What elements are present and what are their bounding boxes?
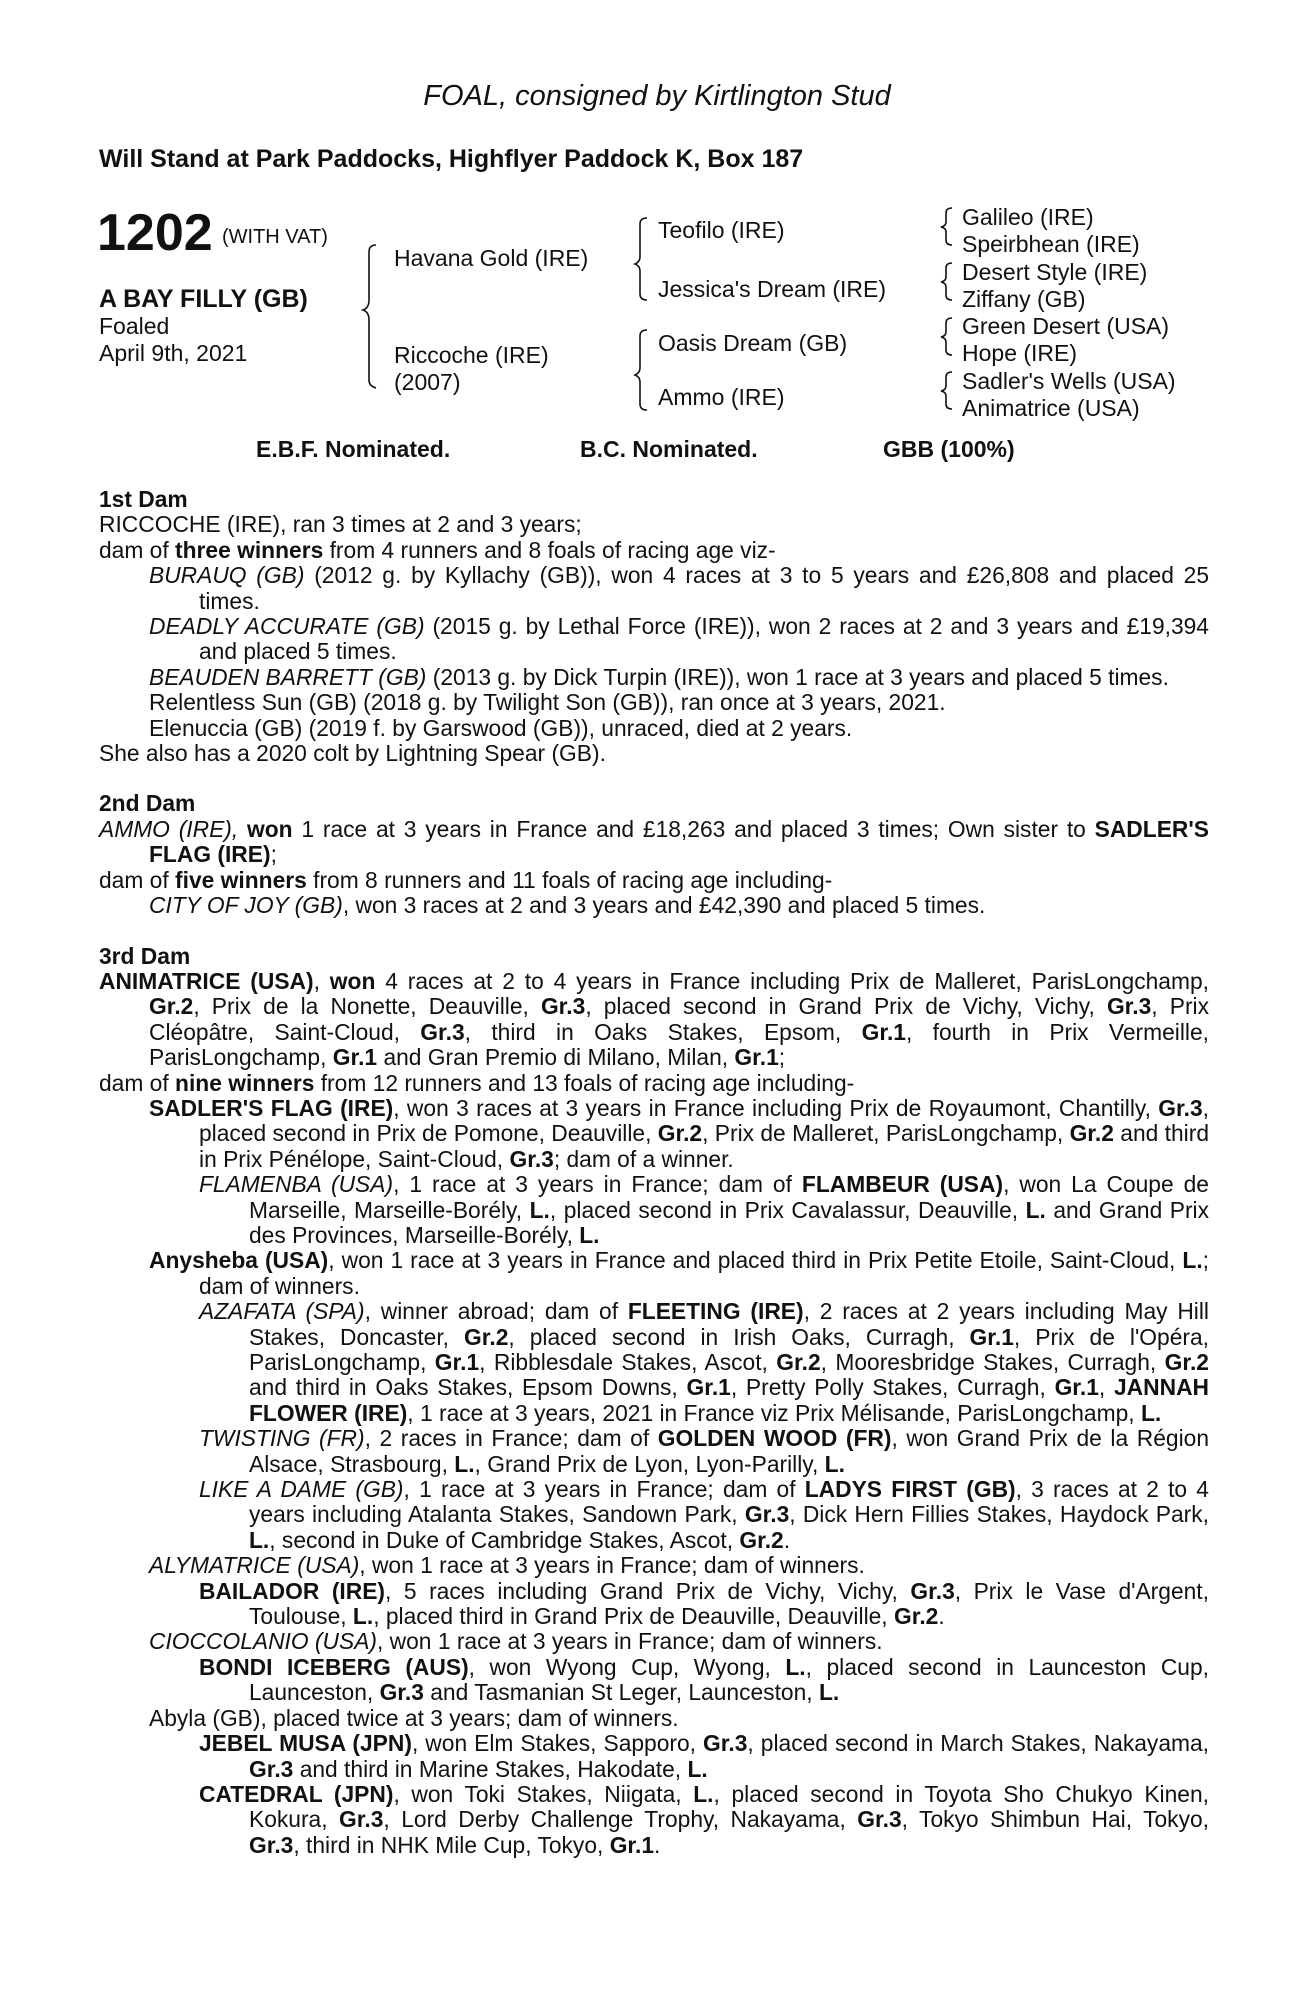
bold-text: Gr.3 [379,1679,424,1706]
bold-text: Gr.2 [1069,1120,1114,1147]
entry-text: , 3 races at 2 to 4 years including Atalanta Stakes, Sandown Park, [249,1476,1209,1528]
bold-text: Gr.3 [249,1755,294,1782]
entry-text: and Gran Premio di Milano, Milan, [377,1044,735,1071]
bold-text: CATEDRAL (JPN) [199,1780,394,1807]
entry-text: ; [270,841,277,868]
entry-text: from 4 runners and 8 foals of racing age viz- [323,536,776,563]
pedigree-entry [99,893,1209,918]
bold-text: Gr.1 [734,1044,779,1071]
entry-text: , Prix de Malleret, ParisLongchamp, [702,1120,1070,1147]
pedigree-entry [99,1426,1209,1477]
bold-text: Gr.1 [609,1831,655,1858]
entry-text: , won 3 races at 3 years in France including Prix de Royaumont, Chantilly, [393,1094,1159,1121]
pedigree-entry [99,741,1209,766]
entry-text: , fourth in Prix Vermeille, ParisLongchamp, [149,1018,1210,1071]
italic-text: DEADLY ACCURATE (GB) [149,613,425,640]
pedigree-entry [99,1096,1209,1172]
entry-text: , Prix de l'Opéra, ParisLongchamp, [249,1323,1210,1375]
ebf-nomination: E.B.F. Nominated. [256,436,451,462]
bold-text: won [238,815,293,842]
bold-text: SADLER'S FLAG (IRE) [149,1094,394,1121]
entry-text: Relentless Sun (GB) (2018 g. by Twilight Son (GB)), ran once at 3 years, 2021. [149,689,946,716]
bold-text: L. [693,1780,714,1807]
pedigree-entry [99,512,1209,537]
bold-text: three winners [175,536,324,563]
entry-text: and Grand Prix des Provinces, Marseille-Borély, [249,1196,1210,1248]
entry-text: and third in Oaks Stakes, Epsom Downs, [249,1374,687,1401]
bold-text: Gr.2 [1164,1349,1209,1375]
pedigree-sire-dam: Jessica's Dream (IRE) [658,276,887,302]
entry-text: , won 3 races at 2 and 3 years and £42,390 and placed 5 times. [342,892,986,919]
lot-description: A BAY FILLY (GB) [99,285,308,313]
entry-text: ; dam of winners. [199,1247,1209,1299]
pedigree-entry [99,1477,1209,1553]
pedigree-g3: Desert Style (IRE) [962,259,1148,285]
foaled-date: April 9th, 2021 [99,340,248,366]
pedigree-entry [99,1071,1209,1096]
bold-text: Gr.3 [509,1145,554,1172]
bold-text: Gr.2 [776,1349,821,1375]
lot-number: 1202 [97,204,213,262]
entry-text: , placed second in Prix de Pomone, Deauville, [199,1094,1209,1147]
entry-text: , Grand Prix de Lyon, Lyon-Parilly, [474,1450,825,1477]
bold-text: nine winners [175,1069,315,1096]
pedigree-dam: Riccoche (IRE) [394,342,549,368]
pedigree-entry [99,1579,1209,1630]
entry-text: (2012 g. by Kyllachy (GB)), won 4 races at 3 to 5 years and £26,808 and placed 25 times. [199,562,1209,614]
entry-text: , won Grand Prix de la Région Alsace, Strasbourg, [249,1425,1209,1477]
italic-text: ALYMATRICE (USA) [149,1552,360,1579]
pedigree-entry [99,868,1209,893]
entry-text: . [783,1526,791,1553]
entry-text: , 5 races including Grand Prix de Vichy, Vichy, [385,1577,911,1604]
bold-text: SADLER'S FLAG (IRE) [149,815,1209,868]
entry-text: from 8 runners and 11 foals of racing age including- [306,866,833,893]
bold-text: Gr.3 [857,1806,902,1833]
entry-text: dam of [99,866,176,893]
entry-text: , Tokyo Shimbun Hai, Tokyo, [901,1806,1209,1833]
bold-text: JEBEL MUSA (JPN) [199,1730,412,1757]
pedigree-entry [99,538,1209,563]
entry-text: . [654,1831,661,1858]
pedigree-g6: Hope (IRE) [962,340,1078,366]
bold-text: Gr.3 [339,1806,384,1833]
entry-text: , won Elm Stakes, Sapporo, [411,1730,704,1757]
bold-text: L. [454,1450,475,1477]
bold-text: L. [824,1450,845,1477]
entry-text: , Pretty Polly Stakes, Curragh, [730,1374,1055,1401]
entry-text: dam of [99,536,176,563]
italic-text: BEAUDEN BARRETT (GB) [149,663,427,690]
pedigree-entry [99,1248,1209,1299]
entry-text: , third in NHK Mile Cup, Tokyo, [293,1831,610,1858]
entry-text: , Prix le Vase d'Argent, Toulouse, [249,1577,1209,1630]
bold-text: L. [249,1526,270,1553]
pedigree-entry [99,1782,1209,1858]
entry-text: , won 1 race at 3 years in France and placed third in Prix Petite Etoile, Saint-Cloud, [328,1247,1183,1274]
foaled-label: Foaled [99,313,170,339]
pedigree-entry [99,563,1209,614]
pedigree-entry [99,1706,1209,1731]
pedigree-dam-sire: Oasis Dream (GB) [658,330,848,356]
bold-text: BAILADOR (IRE) [199,1577,386,1604]
entry-text: and third in Marine Stakes, Hakodate, [293,1755,688,1782]
stand-location: Will Stand at Park Paddocks, Highflyer Paddock K, Box 187 [99,145,804,173]
entry-text: RICCOCHE (IRE), ran 3 times at 2 and 3 years; [99,511,582,538]
pedigree-g5: Green Desert (USA) [962,313,1170,339]
catalogue-body [99,487,1209,1858]
pedigree-entry [99,665,1209,690]
bold-text: Gr.1 [969,1323,1014,1350]
pedigree-entry [99,1299,1209,1426]
pedigree-entry [99,690,1209,715]
entry-text: , Prix Cléopâtre, Saint-Cloud, [149,993,1209,1045]
bold-text: Gr.3 [703,1730,748,1757]
bold-text: L. [785,1653,806,1680]
bold-text: L. [529,1196,550,1223]
bold-text: Gr.1 [332,1044,378,1071]
entry-text: , 2 races in France; dam of [364,1425,658,1452]
bc-nomination: B.C. Nominated. [580,436,758,462]
italic-text: BURAUQ (GB) [149,562,305,589]
entry-text: . [938,1603,945,1630]
bold-text: five winners [175,866,307,893]
pedigree-entry [99,1172,1209,1248]
entry-text: She also has a 2020 colt by Lightning Spear (GB). [99,740,606,767]
entry-text: , won 1 race at 3 years in France; dam of winners. [359,1552,865,1579]
bold-text: L. [818,1679,840,1706]
italic-text: AMMO (IRE), [99,815,239,842]
entry-text: , placed second in Irish Oaks, Curragh, [508,1323,970,1350]
entry-text: 4 races at 2 to 4 years in France including Prix de Malleret, ParisLongchamp, [375,967,1209,994]
section-heading: 3rd Dam [99,942,191,969]
pedigree-entry [99,614,1209,665]
bold-text: Gr.2 [464,1323,509,1350]
pedigree-dam-year: (2007) [394,369,461,395]
bold-text: FLEETING (IRE) [627,1298,804,1325]
entry-text: ; dam of a winner. [553,1145,734,1172]
pedigree-sire: Havana Gold (IRE) [394,245,589,271]
page-title: FOAL, consigned by Kirtlington Stud [423,80,891,112]
entry-text: , Ribblesdale Stakes, Ascot, [479,1349,777,1375]
pedigree-entry [99,969,1209,1071]
italic-text: CITY OF JOY (GB) [149,892,343,919]
bold-text: Gr.3 [249,1831,294,1858]
entry-text: , placed second in Toyota Sho Chukyo Kinen, Kokura, [249,1780,1209,1833]
section-heading: 1st Dam [99,486,188,512]
entry-text: , won 1 race at 3 years in France; dam of winners. [377,1628,883,1655]
section-heading: 2nd Dam [99,790,196,817]
italic-text: TWISTING (FR) [199,1425,365,1452]
bold-text: GOLDEN WOOD (FR) [657,1425,892,1452]
bold-text: Gr.3 [540,993,586,1020]
pedigree-g1: Galileo (IRE) [962,204,1094,230]
entry-text: Abyla (GB), placed twice at 3 years; dam of winners. [149,1704,679,1731]
italic-text: LIKE A DAME (GB) [199,1476,404,1503]
pedigree-entry [99,1629,1209,1654]
entry-text: , Prix de la Nonette, Deauville, [193,993,541,1020]
bold-text: L. [687,1755,708,1782]
entry-text: , placed second in Grand Prix de Vichy, Vichy, [585,993,1107,1020]
bold-text: L. [1182,1247,1203,1274]
entry-text: , won Toki Stakes, Niigata, [393,1780,694,1807]
bold-text: Gr.3 [1158,1094,1203,1121]
entry-text: , placed third in Grand Prix de Deauville, Deauville, [373,1603,894,1630]
entry-text: (2015 g. by Lethal Force (IRE)), won 2 races at 2 and 3 years and £19,394 and placed 5 times. [199,613,1209,665]
pedigree-entry [99,1655,1209,1706]
bold-text: Gr.2 [149,993,194,1020]
vat-note: (WITH VAT) [222,226,328,248]
bold-text: Gr.3 [910,1577,955,1604]
entry-text: , second in Duke of Cambridge Stakes, Ascot, [269,1526,740,1553]
bold-text: Gr.1 [1054,1374,1099,1401]
bold-text: ANIMATRICE (USA) [99,967,314,994]
entry-text: , [313,967,330,994]
entry-text: , Dick Hern Fillies Stakes, Haydock Park, [789,1501,1209,1528]
bold-text: L. [1140,1399,1162,1426]
italic-text: CIOCCOLANIO (USA) [149,1628,377,1655]
entry-text: from 12 runners and 13 foals of racing age including- [314,1069,855,1096]
entry-text: ; [778,1044,786,1071]
pedigree-entry [99,1731,1209,1782]
entry-text: and third in Prix Pénélope, Saint-Cloud, [199,1120,1209,1172]
section-gap [99,766,1209,791]
pedigree-g7: Sadler's Wells (USA) [962,368,1176,394]
gbb-status: GBB (100%) [883,436,1015,462]
bold-text: won [329,967,376,994]
bold-text: Gr.3 [744,1501,790,1528]
italic-text: FLAMENBA (USA) [199,1171,394,1198]
entry-text: , 1 race at 3 years in France; dam of [393,1171,802,1198]
bold-text: FLAMBEUR (USA) [801,1171,1004,1198]
entry-text: , placed second in Prix Cavalassur, Deauville, [549,1196,1026,1223]
entry-text: and Tasmanian St Leger, Launceston, [423,1679,819,1706]
entry-text: , Lord Derby Challenge Trophy, Nakayama, [383,1806,858,1833]
pedigree-g2: Speirbhean (IRE) [962,231,1140,257]
section-gap [99,919,1209,944]
entry-text: , Mooresbridge Stakes, Curragh, [820,1349,1165,1375]
bold-text: Gr.3 [1106,993,1152,1020]
pedigree-entry [99,817,1209,868]
entry-text: Elenuccia (GB) (2019 f. by Garswood (GB)), unraced, died at 2 years. [149,714,853,741]
bold-text: LADYS FIRST (GB) [804,1476,1016,1503]
bold-text: L. [579,1221,600,1248]
pedigree-sire-sire: Teofilo (IRE) [658,217,785,243]
pedigree-entry [99,716,1209,741]
bold-text: Gr.2 [893,1603,939,1630]
pedigree-dam-dam: Ammo (IRE) [658,384,785,410]
entry-text: , 1 race at 3 years in France; dam of [403,1476,805,1503]
entry-text: , winner abroad; dam of [364,1298,628,1325]
bold-text: Gr.2 [739,1526,784,1553]
entry-text: dam of [99,1069,176,1096]
entry-text: , placed second in March Stakes, Nakayama, [747,1730,1209,1757]
pedigree-entry [99,1553,1209,1578]
pedigree-g8: Animatrice (USA) [962,395,1140,421]
bold-text: L. [1025,1196,1046,1223]
bold-text: JANNAH FLOWER (IRE) [249,1374,1209,1426]
entry-text: , 2 races at 2 years including May Hill Stakes, Doncaster, [249,1298,1209,1350]
pedigree-g4: Ziffany (GB) [962,286,1086,312]
bold-text: Gr.1 [686,1374,731,1401]
bold-text: Gr.3 [420,1018,465,1045]
entry-text: , placed second in Launceston Cup, Launceston, [249,1653,1210,1706]
entry-text: , won Wyong Cup, Wyong, [468,1653,786,1680]
bold-text: L. [352,1603,374,1630]
bold-text: Gr.1 [861,1018,906,1045]
bold-text: Anysheba (USA) [149,1247,329,1274]
bold-text: BONDI ICEBERG (AUS) [199,1653,469,1680]
entry-text: , [1098,1374,1114,1401]
entry-text: , won La Coupe de Marseille, Marseille-Borély, [249,1171,1209,1223]
entry-text: , third in Oaks Stakes, Epsom, [464,1018,862,1045]
bold-text: Gr.2 [657,1120,703,1147]
entry-text: 1 race at 3 years in France and £18,263 and placed 3 times; Own sister to [292,815,1095,842]
entry-text: , 1 race at 3 years, 2021 in France viz Prix Mélisande, ParisLongchamp, [407,1399,1141,1426]
italic-text: AZAFATA (SPA) [199,1298,365,1325]
bold-text: Gr.1 [434,1349,480,1375]
entry-text: (2013 g. by Dick Turpin (IRE)), won 1 race at 3 years and placed 5 times. [426,663,1169,690]
